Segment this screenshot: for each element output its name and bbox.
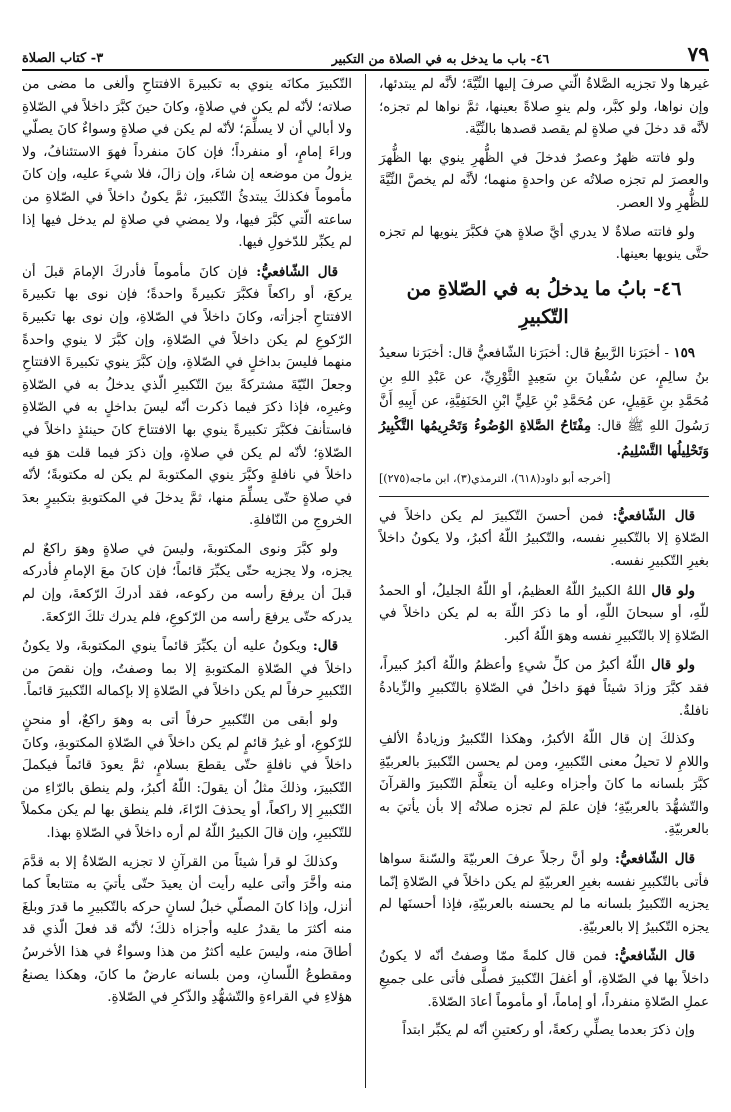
paragraph-text: فمن أحسنَ التّكبيرَ لم يكن داخلاً في الصّلاةِ إلا بالتّكبيرِ نفسه، والتّكبيرُ اللّهُ أكبرُ، ولا يكونُ داخلاً بغيرِ التّكبيرِ نفسه. [379,508,709,569]
paragraph [379,505,709,574]
paragraph-lead: قال الشّافعيُّ: [614,948,696,965]
paragraph: غيرها ولا تجزيه الصَّلاةُ الّتي صرفَ إليها النِّيَّةَ؛ لأنَّه لم يبتدئها، وإن نواها، ولو كبَّر، ولم ينوِ صلاةً بعينها، ثمَّ نواها لم تجزه؛ لأنَّه قد دخلَ في صلاةٍ لم يقصد قصدها بالنِّيَّة. [379,77,709,138]
paragraph [22,635,352,704]
paragraph [379,848,709,939]
paragraph-text: اللهُ الكبيرُ اللّهُ العظيمُ، أو اللّهُ الجليلُ، أو الحمدُ للّهِ، أو سبحانَ اللّهِ، أو ما ذكرَ اللّهَ به لم يكن داخلاً في الصّلاةِ إلا بالتّكبيرِ نفسه وهوَ اللّهُ أكبر. [379,583,709,644]
paragraph [22,261,352,533]
right-column [379,74,709,1049]
paragraph [379,654,709,723]
running-book-title: ٣- كتاب الصلاة [22,51,104,66]
column-divider [365,74,366,1088]
hadith-matn: مِفْتَاحُ الصَّلاةِ الوُضُوءُ وَتَحْرِيمُها التَّكْبِيرُ وَتَحْلِيلُها التَّسْلِيمُ. [379,417,709,459]
paragraph-text: فإن كانَ مأموماً فأدركَ الإمامَ قبلَ أن يركعَ، أو راكعاً فكبَّرَ تكبيرةً واحدةً؛ فإن نوى بها تكبيرةَ الافتتاحِ أجزأته، وكانَ داخلاً في الصّلاةِ، وإن نوى بها تكبيرةَ الرّكوعِ لم يكن داخلاً في الصّلاةِ، وإن كبَّرَ لا ينوي واحدةً منهما فليسَ بداخلٍ في الصّلاةِ، وإن كبَّرَ ينوي تكبيرةَ الافتتاحِ وجعلَ النّيّةَ مشتركةً بينَ التّكبيرِ الّذي يدخلُ به في الصّلاةِ وغيرِه، فإذا ذكرَ فيما ذكرت أنّه ليسَ بداخلٍ به في الصّلاةِ فاستأنفَ فكبَّرَ تكبيرةً ينوي بها الافتتاحَ كانَ حينئذٍ داخلاً في الصّلاةِ؛ لأنّه لم يكن في صلاةٍ، وإن ذكرَ فيما قلت هوَ فيه داخلاً في نافلةٍ وكبَّرَ ينوي المكتوبةَ لم يكن له مكتوبةً؛ لأنّه في صلاةٍ حتّى يسلِّمَ منها، ثمَّ يدخلَ في المكتوبةِ بتكبيرٍ بعدَ الخروجِ من النّافلةِ. [22,264,352,529]
paragraph-lead: قال الشّافعيُّ: [256,263,338,280]
page-number: ٧٩ [687,42,709,66]
paragraph-lead: قال الشّافعيُّ: [615,851,696,868]
paragraph-text: ويكونُ عليه أن يكبِّرَ قائماً ينوي المكتوبةَ، ولا يكونُ داخلاً في الصّلاةِ المكتوبةِ إلا بما وصفتُ، وإن نقصَ من التّكبيرِ حرفاً لم يكن داخلاً في الصّلاةِ إلا بإكماله التّكبيرَ قائماً. [22,639,352,700]
hadith-isnad: - أخبَرَنا الرَّبيعُ قال: أخبَرَنا الشّافعيُّ قال: أخبَرَنا سعيدُ بنُ سالِمٍ، عن سُفْيانَ بنِ سَعِيدٍ الثَّوْرِيِّ، عن عَبْدِ اللهِ بنِ مُحَمَّدِ بنِ عَقِيلٍ، عن مُحَمَّدِ بْنِ عَلِيٍّ ابْنِ الحَنَفِيَّةِ، عن أَبِيهِ أَنَّ رَسُولَ اللهِ ﷺ قال: [379,345,710,434]
running-chapter-title: ٤٦- باب ما يدخل به في الصلاة من التكبير [331,51,550,66]
paragraph-lead: ولو قال [651,582,695,599]
left-column [22,74,352,1016]
paragraph: وإن ذكرَ بعدما يصلِّي ركعةً، أو ركعتينِ أنّه لم يكبِّر ابتداً [402,1023,695,1039]
paragraph-text: ولو أنَّ رجلاً عرفَ العربيّةَ والسّنةَ سواها فأتى بالتّكبيرِ نفسه بغيرِ العربيّةِ لم يكن داخلاً في الصّلاةِ إنّما يجزيه التّكبيرُ بلسانه ما لم يحسنه بالعربيّةِ، فإذا أحسنَها لم يجزه التّكبيرُ إلا بالعربيّةِ. [379,852,709,935]
paragraph [379,580,709,649]
paragraph: وكذلكَ إن قال اللّهُ الأكبرُ، وهكذا التّكبيرُ وزيادةُ الألفِ واللامِ لا تحيلُ معنى التّكبيرِ، ومن لم يحسن التّكبيرَ بالعربيّةِ كبَّرَ بلسانه ما كانَ وأجزاه وعليه أن يتعلَّمَ التّكبيرَ والقرآنَ والتّشهُّدَ بالعربيّةِ؛ فإن علمَ لم تجزه صلاتُه إلا بأن يأتيَ به بالعربيّةِ. [379,732,709,838]
divider [379,496,709,497]
paragraph: ولو أبقى من التّكبيرِ حرفاً أتى به وهوَ راكعٌ، أو منحنٍ للرّكوعِ، أو غيرُ قائمٍ لم يكن داخلاً في الصّلاةِ المكتوبةِ، وكانَ داخلاً في نافلةٍ حتّى يقطعَ بسلامٍ، ثمَّ يعودَ قائماً فيكملَ التّكبيرَ، وذلكَ مثلُ أن يقولَ: اللّهُ أكبرُ، ولم ينطق بالرّاءِ من التّكبيرِ إلا راكعاً، أو يحذفَ الرّاءَ، فلم ينطق بها لم يكن مكملاً للتّكبيرِ، وإن قالَ الكبيرُ اللّهُ لم أره داخلاً في الصّلاةِ بهذا. [22,713,352,841]
paragraph-lead: ولو قال [651,657,695,674]
paragraph [379,945,709,1014]
hadith-block [379,341,709,464]
hadith-number: ١٥٩ [673,344,695,361]
page-header [22,36,709,71]
hadith-takhrij: [أخرجه أبو داود(٦١٨)، الترمذي(٣)، ابن ماجه(٢٧٥)] [379,471,611,485]
paragraph: التّكبيرَ مكانَه ينوي به تكبيرةَ الافتتاحِ وألغى ما مضى من صلاته؛ لأنّه لم يكن في صلاةٍ، وكانَ حينَ كبَّرَ داخلاً في الصّلاةِ ولا أبالي أن لا يسلِّمَ؛ لأنّه لم يكن في صلاةٍ وسواءٌ كانَ يصلّي وراءَ إمامٍ، أو منفرداً؛ فإن كانَ منفرداً فهوَ الاستئنافُ، ولا يزولُ من موضعه إن شاءَ، وإن زالَ، فلا شيءَ عليه، وإن كانَ مأموماً فكذلكَ يبتدئُ التّكبيرَ، ثمَّ يكونُ داخلاً في الصّلاةِ من ساعته الّتي كبَّرَ فيها، ولا يمضي في صلاةٍ لم يدخل فيها إذا لم يكبِّر للدّخولِ فيها. [22,77,352,251]
section-heading: ٤٦- بابُ ما يدخلُ به في الصّلاةِ من التّكبيرِ [406,277,682,328]
paragraph: ولو كبَّرَ ونوى المكتوبةَ، وليسَ في صلاةٍ وهوَ راكعٌ لم يجزه، ولا يجزيه حتّى يكبِّرَ قائماً؛ فإن كانَ معَ الإمامِ فأدركه قبلَ أن يرفعَ رأسه من ركوعه، فقد أدركَ الرّكعةَ، وإن لم يدركه حتّى يرفعَ رأسه من الرّكوعِ، فلم يدرك تلكَ الرّكعةَ. [22,541,352,625]
paragraph-text: اللّهُ أكبرُ من كلِّ شيءٍ وأعظمُ واللّهُ أكبرُ كبيراً، فقد كبَّرَ وزادَ شيئاً فهوَ داخلٌ في الصّلاةِ بالتّكبيرِ والزِّيادةُ نافلةٌ. [379,658,709,719]
paragraph-text: فمن قال كلمةً ممّا وصفتُ أنّه لا يكونُ داخلاً بها في الصّلاةِ، أو أغفلَ التّكبيرَ فصلَّى فأتى على جميعِ عملِ الصّلاةِ منفرداً، أو إماماً، أو مأموماً أعادَ الصّلاةَ. [379,949,709,1010]
paragraph-lead: قال الشّافعيُّ: [612,507,695,524]
paragraph-lead: قال: [312,638,339,655]
paragraph: ولو فاتته ظهرٌ وعصرٌ فدخلَ في الظُّهرِ ينوي بها الظُّهرَ والعصرَ لم تجزه صلاتُه عن واحدةٍ منهما؛ لأنَّه لم يخصَّ النِّيَّةَ للظُّهرِ ولا العصر. [379,150,709,211]
paragraph: وكذلكَ لو قرأ شيئاً من القرآنِ لا تجزيه الصّلاةُ إلا به قدَّمَ منه وأخَّرَ وأتى عليه رأيت أن يعيدَ حتّى يأتيَ به متتابعاً كما أنزل، وإذا كانَ المصلّي خبلُ لسانٍ حركه بالتّكبيرِ ما قدرَ وبلغَ منه أكثرَ ما يقدرُ عليه وأجزاه ذلكَ؛ لأنّه قد فعلَ الّذي قد أطاقَ منه، وليسَ عليه أكثرُ من هذا وسواءٌ في هذا الأخرسُ ومقطوعُ اللّسانِ، ومن بلسانه عارضٌ ما كانَ، وهكذا يصنعُ هؤلاءِ في القراءةِ والتّشهُّدِ والذّكرِ في الصّلاةِ. [22,854,352,1006]
paragraph: ولو فاتته صلاةٌ لا يدري أيَّ صلاةٍ هيَ فكبَّرَ ينويها لم تجزه حتَّى ينويها بعينها. [379,224,709,263]
